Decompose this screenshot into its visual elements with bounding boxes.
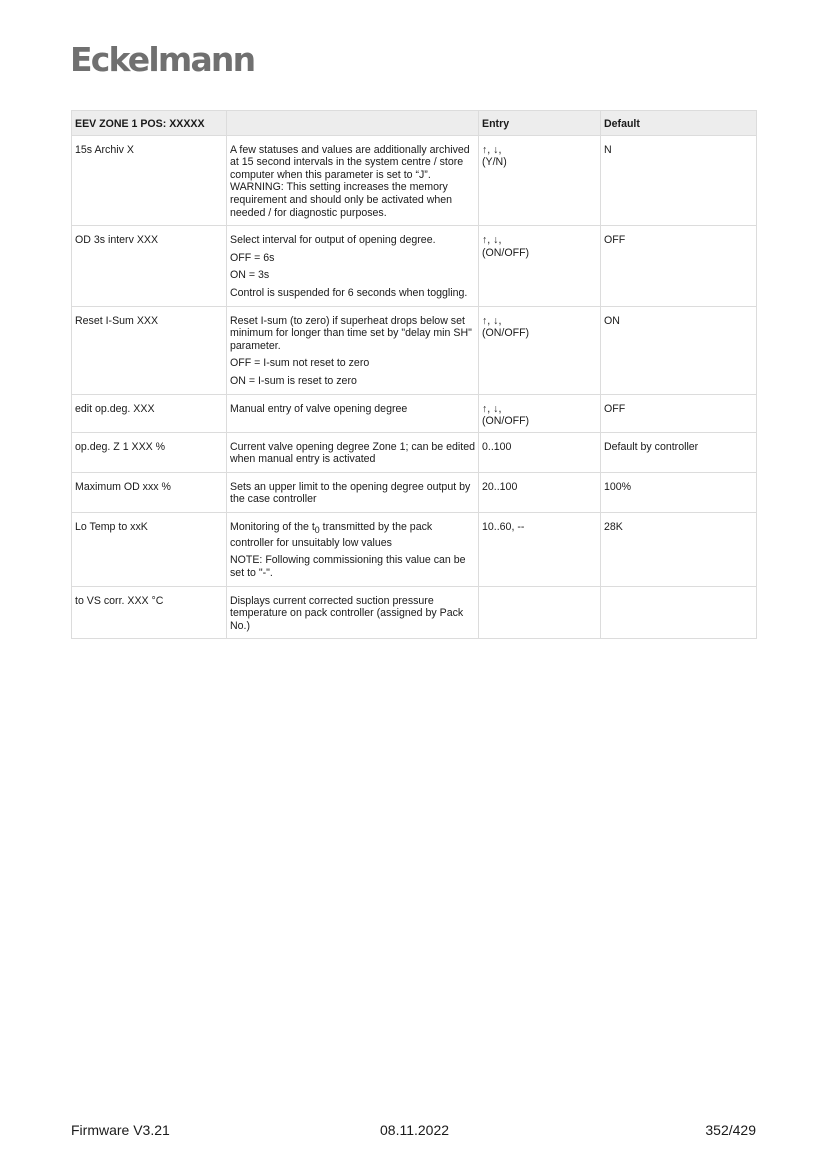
param-name: OD 3s interv XXX	[72, 226, 227, 306]
param-name: Maximum OD xxx %	[72, 472, 227, 512]
footer-firmware: Firmware V3.21	[71, 1122, 170, 1138]
table-row	[72, 306, 757, 394]
param-name: 15s Archiv X	[72, 135, 227, 226]
description-text-before: Monitoring of the t	[230, 521, 315, 534]
param-default: N	[601, 135, 757, 226]
footer-date: 08.11.2022	[380, 1122, 450, 1138]
description-subscript: 0	[314, 525, 320, 536]
param-name: to VS corr. XXX °C	[72, 586, 227, 639]
param-name: Reset I-Sum XXX	[72, 306, 227, 394]
entry-range: 20..100	[482, 480, 518, 493]
param-entry	[479, 586, 601, 639]
param-description	[227, 513, 479, 586]
header-menu-title: EEV ZONE 1 POS: XXXXX	[72, 111, 227, 136]
header-entry: Entry	[479, 111, 601, 136]
param-default: OFF	[601, 394, 757, 432]
entry-range: 0..100	[482, 440, 512, 453]
param-description	[227, 226, 479, 306]
param-description	[227, 306, 479, 394]
param-default: ON	[601, 306, 757, 394]
table-row	[72, 432, 757, 472]
eckelmann-logo: Eckelmann	[70, 40, 255, 79]
description-text: Current valve opening degree Zone 1; can be edited when manual entry is activated	[230, 440, 476, 466]
param-name: Lo Temp to xxK	[72, 513, 227, 586]
entry-arrows: ↑, ↓,	[482, 143, 502, 156]
description-warning: WARNING: This setting increases the memory requirement and should only be activated when needed / for diagnostic purposes.	[230, 181, 453, 219]
entry-arrows: ↑, ↓,	[482, 314, 502, 327]
param-description	[227, 394, 479, 432]
footer-page-number: 352/429	[705, 1122, 756, 1138]
param-default: 28K	[601, 513, 757, 586]
header-description	[227, 111, 479, 136]
entry-range: 10..60, --	[482, 521, 525, 534]
description-option-off: OFF = 6s	[230, 251, 275, 264]
header-default: Default	[601, 111, 757, 136]
parameter-table	[71, 110, 757, 639]
table-row	[72, 586, 757, 639]
table-row	[72, 226, 757, 306]
description-option-on: ON = 3s	[230, 269, 270, 282]
entry-values: (ON/OFF)	[482, 327, 530, 340]
table-row	[72, 394, 757, 432]
param-description	[227, 472, 479, 512]
param-default: OFF	[601, 226, 757, 306]
param-entry	[479, 226, 601, 306]
description-note: NOTE: Following commissioning this value can be set to "-".	[230, 554, 466, 579]
param-entry	[479, 472, 601, 512]
param-default	[601, 586, 757, 639]
param-entry	[479, 513, 601, 586]
table-header-row	[72, 111, 757, 136]
description-option-off: OFF = I-sum not reset to zero	[230, 357, 370, 370]
table-row	[72, 472, 757, 512]
param-entry	[479, 135, 601, 226]
table-row	[72, 513, 757, 586]
param-description	[227, 586, 479, 639]
description-text: Sets an upper limit to the opening degree output by the case controller	[230, 480, 471, 506]
param-default: Default by controller	[601, 432, 757, 472]
param-default: 100%	[601, 472, 757, 512]
description-text-after: transmitted by the pack controller for unsuitably low values	[230, 521, 433, 549]
param-entry	[479, 394, 601, 432]
description-text: Manual entry of valve opening degree	[230, 402, 408, 415]
description-text: Select interval for output of opening degree.	[230, 234, 436, 247]
param-name: edit op.deg. XXX	[72, 394, 227, 432]
param-name: op.deg. Z 1 XXX %	[72, 432, 227, 472]
description-note: Control is suspended for 6 seconds when toggling.	[230, 286, 468, 299]
description-text: A few statuses and values are additionally archived at 15 second intervals in the system centre / store computer when this parameter is set to “J”.	[230, 143, 470, 181]
description-text	[230, 521, 475, 549]
description-option-on: ON = I-sum is reset to zero	[230, 374, 357, 387]
param-description	[227, 432, 479, 472]
param-description	[227, 135, 479, 226]
param-entry	[479, 432, 601, 472]
entry-values: (ON/OFF)	[482, 246, 530, 259]
description-text: Reset I-sum (to zero) if superheat drops below set minimum for longer than time set by "delay min SH" parameter.	[230, 314, 472, 352]
entry-values: (Y/N)	[482, 156, 507, 169]
entry-arrows: ↑, ↓,	[482, 234, 502, 247]
entry-arrows: ↑, ↓,	[482, 402, 502, 415]
param-entry	[479, 306, 601, 394]
description-text: Displays current corrected suction pressure temperature on pack controller (assigned by Pack No.)	[230, 594, 464, 632]
table-row	[72, 135, 757, 226]
entry-values: (ON/OFF)	[482, 415, 530, 428]
